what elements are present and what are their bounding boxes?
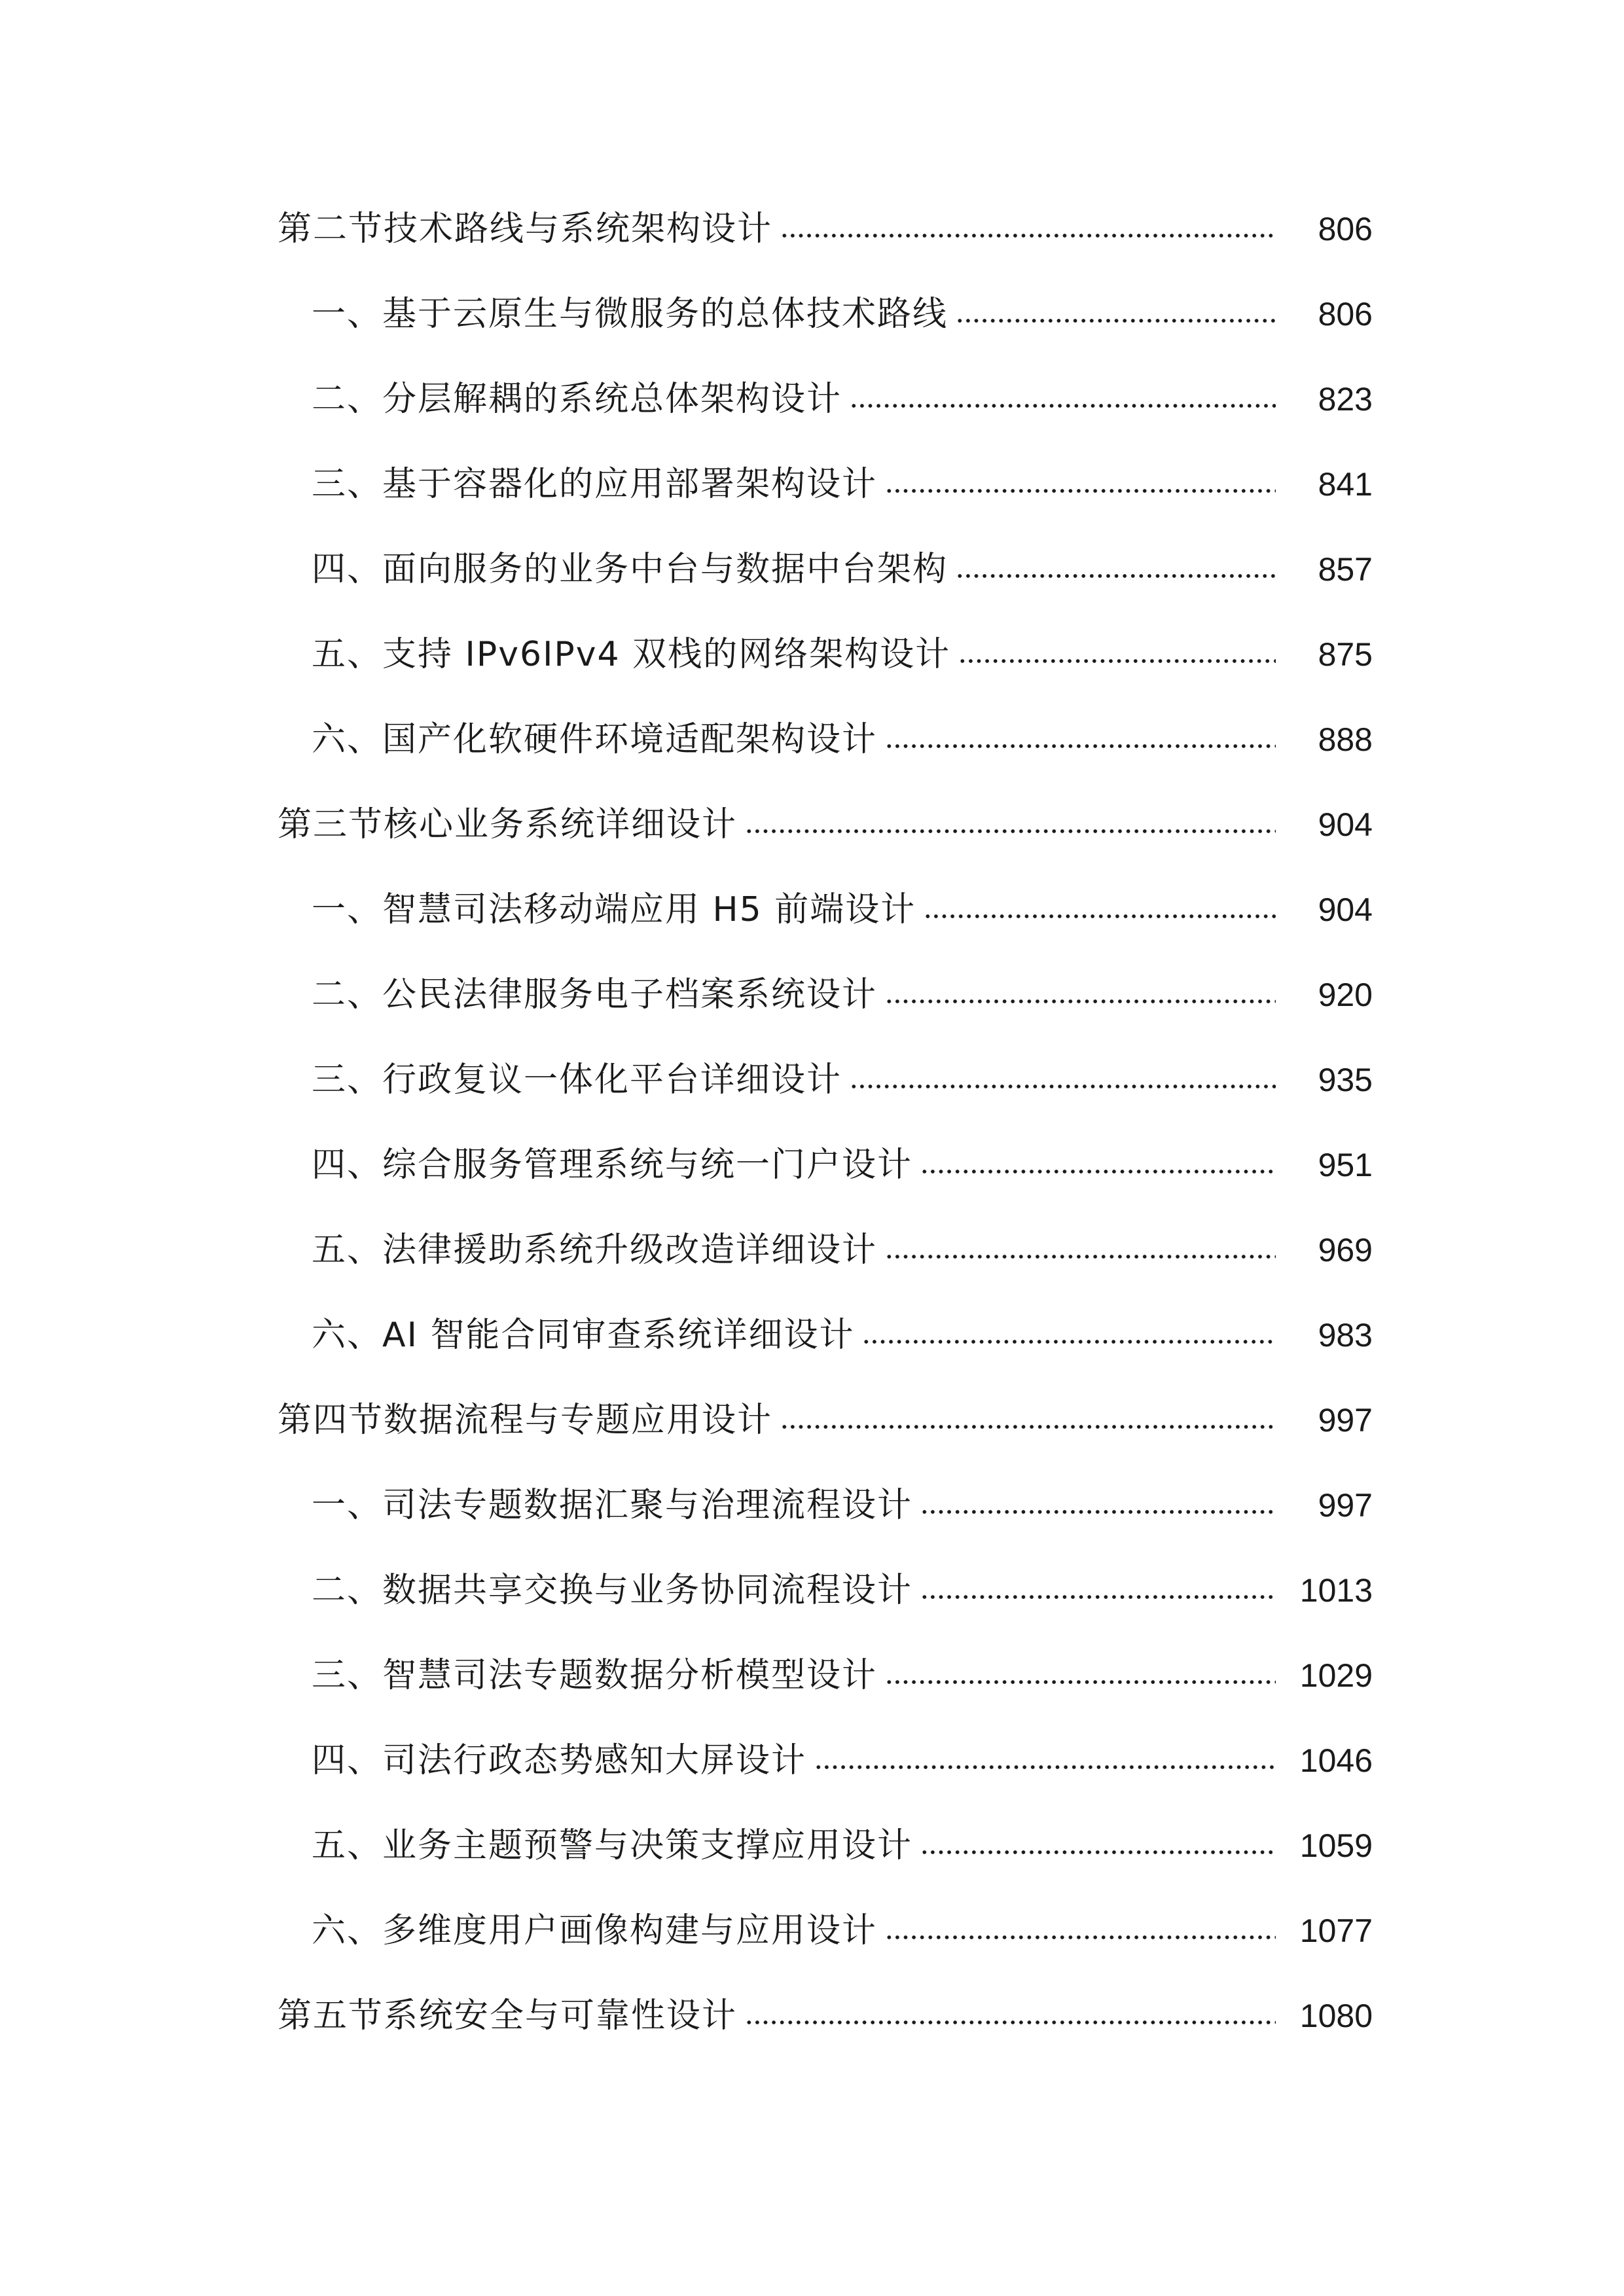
toc-dot-leader [780, 232, 1276, 240]
toc-entry[interactable] [0, 628, 1624, 681]
toc-page-number: 1029 [1299, 1657, 1373, 1694]
toc-entry-title: 六、多维度用户画像构建与应用设计 [312, 1911, 878, 1950]
toc-entry[interactable] [0, 969, 1624, 1021]
toc-entry[interactable] [0, 288, 1624, 340]
toc-page-number: 997 [1318, 1402, 1373, 1439]
toc-page-number: 997 [1318, 1487, 1373, 1524]
toc-entry-title: 二、数据共享交换与业务协同流程设计 [312, 1571, 913, 1610]
toc-entry[interactable] [0, 543, 1624, 596]
toc-dot-leader [920, 1168, 1276, 1175]
toc-dot-leader [956, 317, 1276, 325]
toc-entry[interactable] [0, 1990, 1624, 2042]
toc-page-number: 951 [1318, 1147, 1373, 1183]
toc-dot-leader [920, 1593, 1276, 1601]
toc-entry[interactable] [0, 884, 1624, 936]
toc-dot-leader [850, 402, 1276, 410]
toc-page-number: 1077 [1299, 1912, 1373, 1949]
toc-entry[interactable] [0, 373, 1624, 425]
toc-page-number: 1080 [1299, 1998, 1373, 2034]
toc-entry[interactable] [0, 1905, 1624, 1957]
toc-dot-leader [920, 1848, 1276, 1856]
toc-entry-title: 一、智慧司法移动端应用 H5 前端设计 [312, 890, 916, 929]
toc-page-number: 806 [1318, 211, 1373, 247]
toc-page-number: 1059 [1299, 1827, 1373, 1864]
toc-entry-title: 第五节系统安全与可靠性设计 [278, 1996, 738, 2036]
toc-entry-title: 四、面向服务的业务中台与数据中台架构 [312, 550, 948, 589]
toc-entry[interactable] [0, 1054, 1624, 1106]
toc-entry[interactable] [0, 1309, 1624, 1361]
toc-dot-leader [862, 1338, 1276, 1346]
toc-entry-title: 第二节技术路线与系统架构设计 [278, 209, 773, 249]
toc-entry-title: 四、综合服务管理系统与统一门户设计 [312, 1145, 913, 1185]
toc-page-number: 904 [1318, 806, 1373, 843]
toc-entry-title: 三、基于容器化的应用部署架构设计 [312, 465, 878, 504]
toc-entry-title: 一、司法专题数据汇聚与治理流程设计 [312, 1486, 913, 1525]
toc-entry[interactable] [0, 1564, 1624, 1617]
toc-page-number: 806 [1318, 296, 1373, 332]
toc-entry[interactable] [0, 713, 1624, 766]
toc-dot-leader [885, 1933, 1276, 1941]
toc-entry[interactable] [0, 1820, 1624, 1872]
toc-page-number: 935 [1318, 1062, 1373, 1098]
toc-page-number: 888 [1318, 721, 1373, 758]
toc-entry-title: 六、国产化软硬件环境适配架构设计 [312, 720, 878, 759]
toc-dot-leader [885, 1253, 1276, 1261]
toc-entry[interactable] [0, 798, 1624, 851]
toc-page-number: 1013 [1299, 1572, 1373, 1609]
toc-dot-leader [850, 1083, 1276, 1090]
toc-entry-title: 一、基于云原生与微服务的总体技术路线 [312, 295, 948, 334]
toc-entry-title: 五、支持 IPv6IPv4 双栈的网络架构设计 [312, 635, 951, 674]
toc-entry[interactable] [0, 1479, 1624, 1532]
toc-page-number: 1046 [1299, 1742, 1373, 1779]
toc-entry-title: 三、行政复议一体化平台详细设计 [312, 1060, 842, 1100]
toc-entry-title: 二、公民法律服务电子档案系统设计 [312, 975, 878, 1014]
toc-entry[interactable] [0, 1224, 1624, 1276]
toc-dot-leader [924, 912, 1276, 920]
toc-entry-title: 第三节核心业务系统详细设计 [278, 805, 738, 844]
toc-page-number: 857 [1318, 551, 1373, 588]
toc-dot-leader [958, 657, 1276, 665]
toc-entry-title: 四、司法行政态势感知大屏设计 [312, 1741, 807, 1780]
toc-page-number: 841 [1318, 466, 1373, 503]
toc-entry[interactable] [0, 1734, 1624, 1787]
toc-page-number: 875 [1318, 636, 1373, 673]
toc-dot-leader [920, 1508, 1276, 1516]
toc-dot-leader [885, 487, 1276, 495]
toc-entry[interactable] [0, 203, 1624, 255]
toc-dot-leader [885, 997, 1276, 1005]
toc-dot-leader [956, 572, 1276, 580]
toc-entry-title: 第四节数据流程与专题应用设计 [278, 1401, 773, 1440]
toc-dot-leader [814, 1763, 1276, 1771]
toc-entry[interactable] [0, 1649, 1624, 1702]
toc-entry[interactable] [0, 1394, 1624, 1446]
toc-dot-leader [885, 742, 1276, 750]
toc-page-number: 904 [1318, 891, 1373, 928]
toc-dot-leader [745, 827, 1276, 835]
toc-page-number: 969 [1318, 1232, 1373, 1268]
toc-page-number: 920 [1318, 977, 1373, 1013]
toc-entry-title: 三、智慧司法专题数据分析模型设计 [312, 1656, 878, 1695]
toc-entry-title: 六、AI 智能合同审查系统详细设计 [312, 1316, 855, 1355]
toc-dot-leader [745, 2018, 1276, 2026]
toc-entry-title: 二、分层解耦的系统总体架构设计 [312, 380, 842, 419]
toc-entry[interactable] [0, 1139, 1624, 1191]
toc-entry-title: 五、业务主题预警与决策支撑应用设计 [312, 1826, 913, 1865]
toc-page-number: 983 [1318, 1317, 1373, 1354]
toc-dot-leader [780, 1423, 1276, 1431]
toc-dot-leader [885, 1678, 1276, 1686]
toc-page-number: 823 [1318, 381, 1373, 418]
toc-entry[interactable] [0, 458, 1624, 511]
toc-entry-title: 五、法律援助系统升级改造详细设计 [312, 1230, 878, 1270]
